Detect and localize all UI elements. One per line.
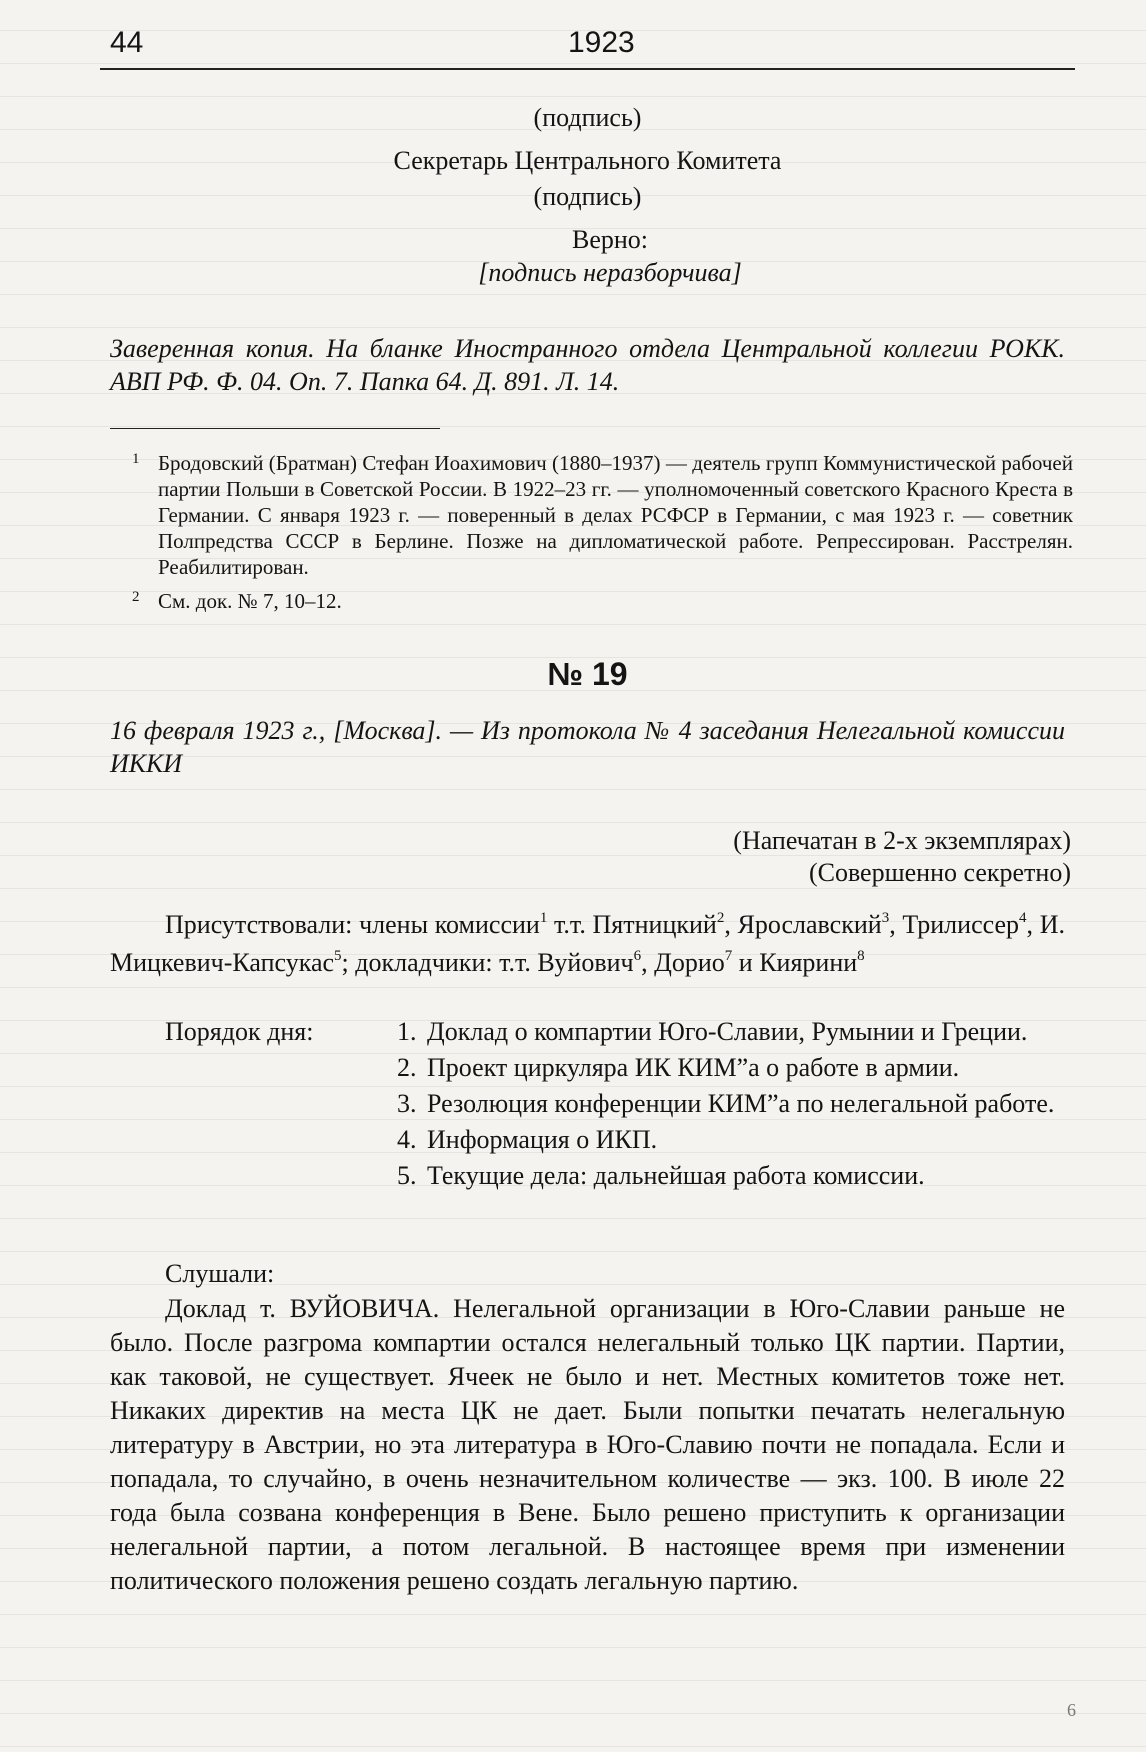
signature-2: (подпись) [533,182,642,211]
agenda-item [397,1124,1069,1156]
header-rule [100,68,1075,70]
footnote-text: Бродовский (Братман) Стефан Иоахимович (1880–1937) — деятель групп Коммунистической рабочей партии Польши в Советской России. В 1922–23 гг. — уполномоченный советского Красного Креста в Германии. С января 1923 г. — поверенный в делах РСФСР в Германии, с мая 1923 г. — советник Полпредства СССР в Берлине. Позже на дипломатической работе. Репрессирован. Расстрелян. Реабилитирован. [158,451,1073,579]
fn-ref: 2 [716,910,725,926]
agenda-item-text: Доклад о компартии Юго-Славии, Румынии и Греции. [427,1017,1028,1046]
signature-1: (подпись) [533,103,642,132]
agenda-item-number: 3. [397,1089,417,1118]
agenda-item [397,1088,1069,1120]
fn-ref: 1 [539,910,548,926]
illegible-signature: [подпись неразборчива] [478,258,742,287]
agenda-item-number: 4. [397,1125,417,1154]
agenda-item [397,1016,1069,1048]
agenda-item [397,1052,1069,1084]
speaker: ; докладчики: т.т. Вуйович [341,948,634,977]
copies-note: (Напечатан в 2-х экземплярах) [733,826,1071,855]
attendee: , И. Мицкевич-Капсукас [110,910,1065,977]
footnote-1 [132,450,1073,580]
fn-ref: 3 [881,910,890,926]
running-header-year: 1923 [568,26,635,59]
footnote-text: См. док. № 7, 10–12. [158,589,342,613]
speaker: и Киярини [732,948,858,977]
attendees-paragraph [110,908,1065,984]
fn-ref: 5 [334,948,342,964]
agenda-item-text: Проект циркуляра ИК КИМ”а о работе в армии. [427,1053,960,1082]
fn-ref: 6 [633,948,642,964]
attendee: , Трилиссер [889,910,1020,939]
page-number: 44 [110,26,144,59]
attendee: т.т. Пятницкий [547,910,717,939]
verified-label: Верно: [571,225,649,254]
footnote-rule [110,428,440,429]
footnote-mark: 2 [132,589,140,605]
archive-note: Заверенная копия. На бланке Иностранного отдела Центральной коллегии РОКК. АВП РФ. Ф. 04. Оп. 7. Папка 64. Д. 891. Л. 14. [110,334,1065,396]
agenda-item-text: Текущие дела: дальнейшая работа комиссии. [427,1161,925,1190]
agenda-item [397,1160,1069,1192]
agenda-label: Порядок дня: [165,1017,314,1046]
report-paragraph: Доклад т. ВУЙОВИЧА. Нелегальной организации в Юго-Славии раньше не было. После разгрома компартии остался нелегальный только ЦК партии. Партии, как таковой, не существует. Ячеек не было и нет. Местных комитетов тоже нет. Никаких директив на места ЦК не дает. Были попытки печатать нелегальную литературу в Австрии, но эта литература в Юго-Славию почти не попадала. Если и попадала, то случайно, в очень незначительном количестве — экз. 100. В июле 22 года была созвана конференция в Вене. Было решено приступить к организации нелегальной партии, а потом легальной. В настоящее время при изменении политического положения решено создать легальную партию. [110,1294,1065,1595]
secretary-title: Секретарь Центрального Комитета [393,146,782,175]
document-number: № 19 [547,656,628,692]
attendee: , Ярославский [724,910,882,939]
fn-ref: 4 [1019,910,1027,926]
agenda-list [397,1016,1069,1192]
agenda-item-text: Резолюция конференции КИМ”а по нелегальной работе. [427,1089,1055,1118]
speaker: , Дорио [641,948,725,977]
fn-ref: 7 [724,948,733,964]
fn-ref: 8 [857,948,865,964]
agenda-item-text: Информация о ИКП. [427,1125,658,1154]
footnote-mark: 1 [132,451,140,467]
secrecy-note: (Совершенно секретно) [808,858,1071,887]
agenda-item-number: 1. [397,1017,417,1046]
attendees-lead: Присутствовали: члены комиссии [165,910,540,939]
heard-label: Слушали: [165,1259,275,1288]
bottom-mark: 6 [1067,1700,1076,1720]
agenda-item-number: 2. [397,1053,417,1082]
document-title: 16 февраля 1923 г., [Москва]. — Из протокола № 4 заседания Нелегальной комиссии ИККИ [110,716,1065,778]
agenda-item-number: 5. [397,1161,417,1190]
footnote-2 [132,588,1073,614]
